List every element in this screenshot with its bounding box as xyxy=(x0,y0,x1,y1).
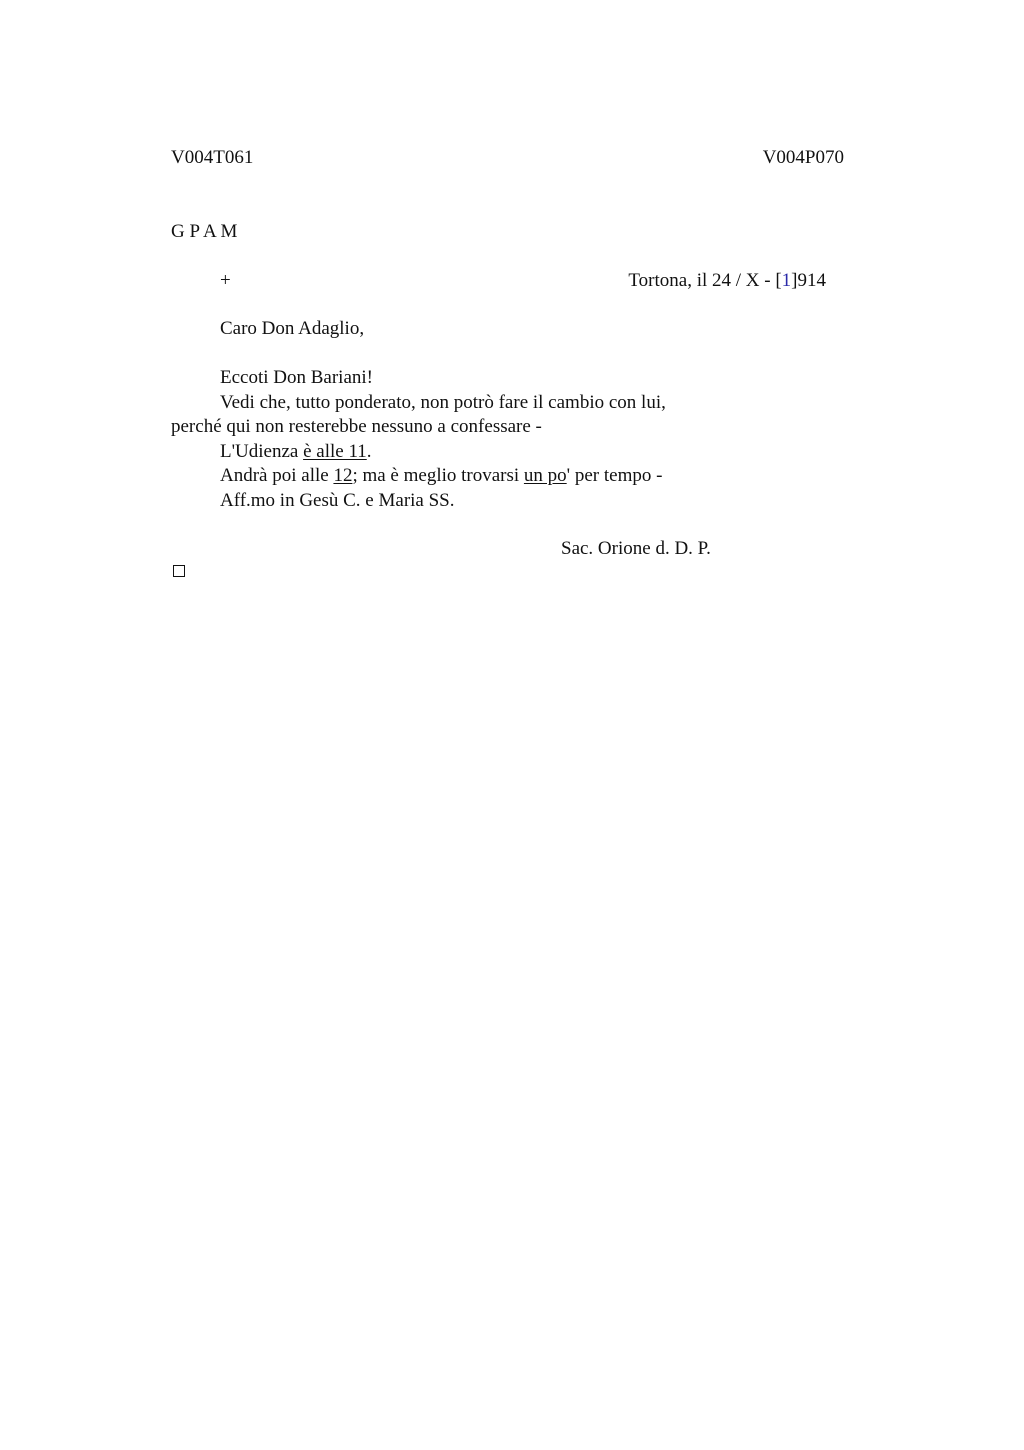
body-line-2: Vedi che, tutto ponderato, non potrò fare il cambio con lui, xyxy=(220,392,666,413)
body-line-6: Aff.mo in Gesù C. e Maria SS. xyxy=(220,490,455,511)
body-line-4-text-a: L'Udienza xyxy=(220,441,304,462)
document-code-left: V004T061 xyxy=(171,147,254,168)
date-prefix: Tortona, il 24 / X - [ xyxy=(628,270,782,291)
body-line-3: perché qui non resterebbe nessuno a confessare - xyxy=(171,416,542,437)
body-line-5-text-b: ; ma è meglio trovarsi xyxy=(352,465,524,486)
square-outline-icon xyxy=(173,565,185,577)
body-line-5-text-a: Andrà poi alle xyxy=(220,465,334,486)
body-line-5-text-c: ' per tempo - xyxy=(566,465,663,486)
signature: Sac. Orione d. D. P. xyxy=(561,538,711,559)
salutation: Caro Don Adaglio, xyxy=(220,318,365,339)
letter-date xyxy=(628,269,826,293)
date-suffix: ]914 xyxy=(791,270,826,291)
body-line-4-underlined: è alle 11 xyxy=(303,441,367,462)
cross-mark: + xyxy=(220,270,231,291)
document-code-right: V004P070 xyxy=(762,147,844,168)
body-line-5 xyxy=(220,464,662,488)
archive-mark: G P A M xyxy=(171,221,238,242)
date-restored-digit: 1 xyxy=(781,270,792,291)
body-line-5-underlined-1: 12 xyxy=(333,465,353,486)
body-line-4 xyxy=(220,440,372,464)
body-line-1: Eccoti Don Bariani! xyxy=(220,367,374,388)
body-line-4-text-b: . xyxy=(366,441,372,462)
body-line-5-underlined-2: un po xyxy=(523,465,567,486)
